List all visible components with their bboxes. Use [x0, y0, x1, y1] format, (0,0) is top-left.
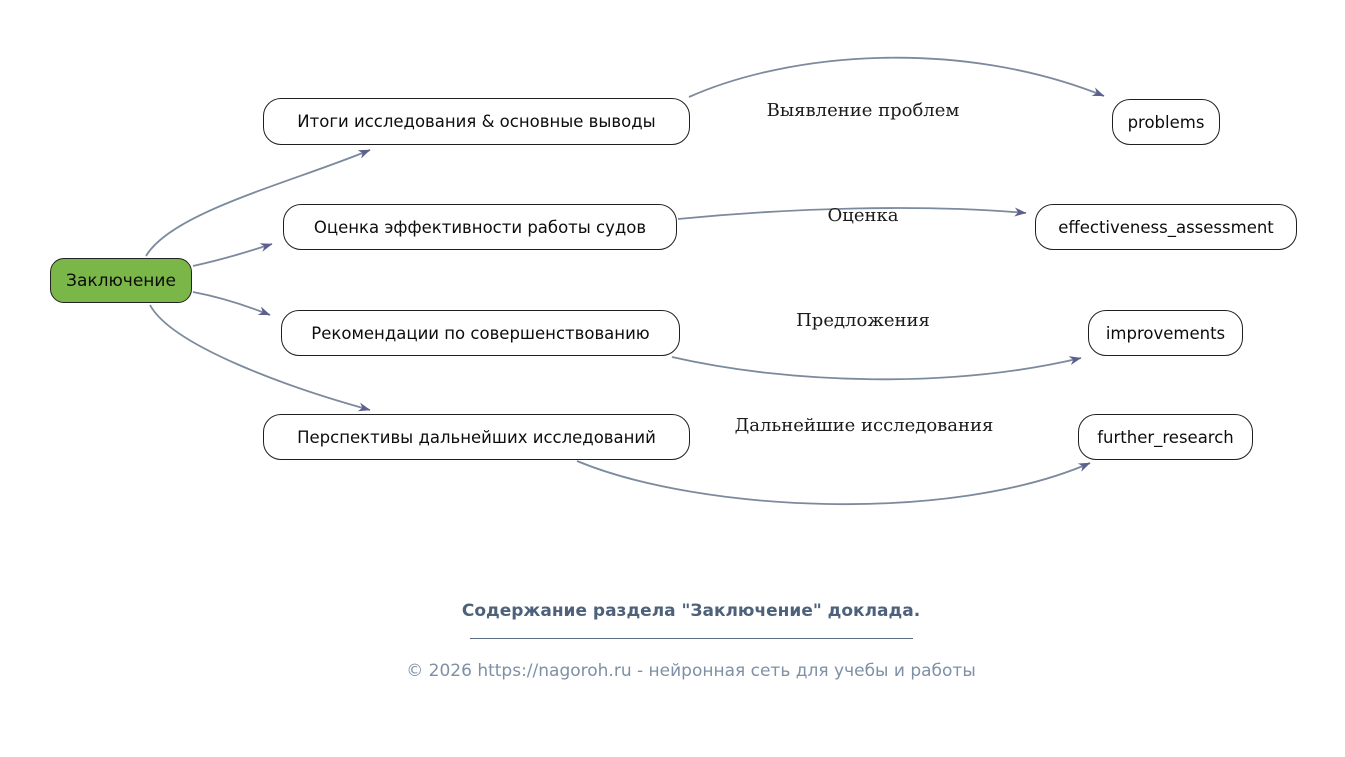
target-node-further-research: [1078, 414, 1253, 460]
edge-label-assessment: Оценка: [827, 205, 899, 226]
copyright-footer: © 2026 https://nagoroh.ru - нейронная сеть для учебы и работы: [406, 661, 976, 681]
caption-divider: [470, 638, 913, 639]
diagram-caption: Содержание раздела "Заключение" доклада.: [461, 601, 921, 621]
root-node-label: Заключение: [66, 270, 176, 291]
target-node-effectiveness-assessment: [1035, 204, 1297, 250]
edge-label-problem-identification: Выявление проблем: [766, 100, 960, 121]
topic-node-label: Рекомендации по совершенствованию: [311, 323, 650, 343]
edge-topic3-to-improvements: [672, 357, 1081, 379]
topic-node-label: Оценка эффективности работы судов: [313, 217, 647, 237]
edge-topic4-to-further: [577, 461, 1090, 504]
topic-node-effectiveness: [283, 204, 677, 250]
root-node-conclusion: [50, 258, 192, 303]
topic-node-recommendations: [281, 310, 680, 356]
edge-label-proposals: Предложения: [796, 310, 930, 331]
edge-root-to-topic3: [193, 292, 270, 315]
edge-label-further-research: Дальнейшие исследования: [734, 415, 994, 436]
topic-node-label: Итоги исследования & основные выводы: [297, 112, 656, 131]
target-node-label: improvements: [1105, 323, 1226, 343]
target-node-label: further_research: [1097, 427, 1234, 447]
target-node-label: problems: [1127, 112, 1205, 132]
target-node-problems: [1112, 99, 1220, 145]
target-node-label: effectiveness_assessment: [1058, 217, 1274, 237]
topic-node-label: Перспективы дальнейших исследований: [297, 427, 656, 447]
topic-node-results: [263, 98, 690, 145]
edge-topic1-to-problems: [689, 58, 1104, 97]
edge-root-to-topic2: [193, 244, 272, 266]
target-node-improvements: [1088, 310, 1243, 356]
topic-node-prospects: [263, 414, 690, 460]
